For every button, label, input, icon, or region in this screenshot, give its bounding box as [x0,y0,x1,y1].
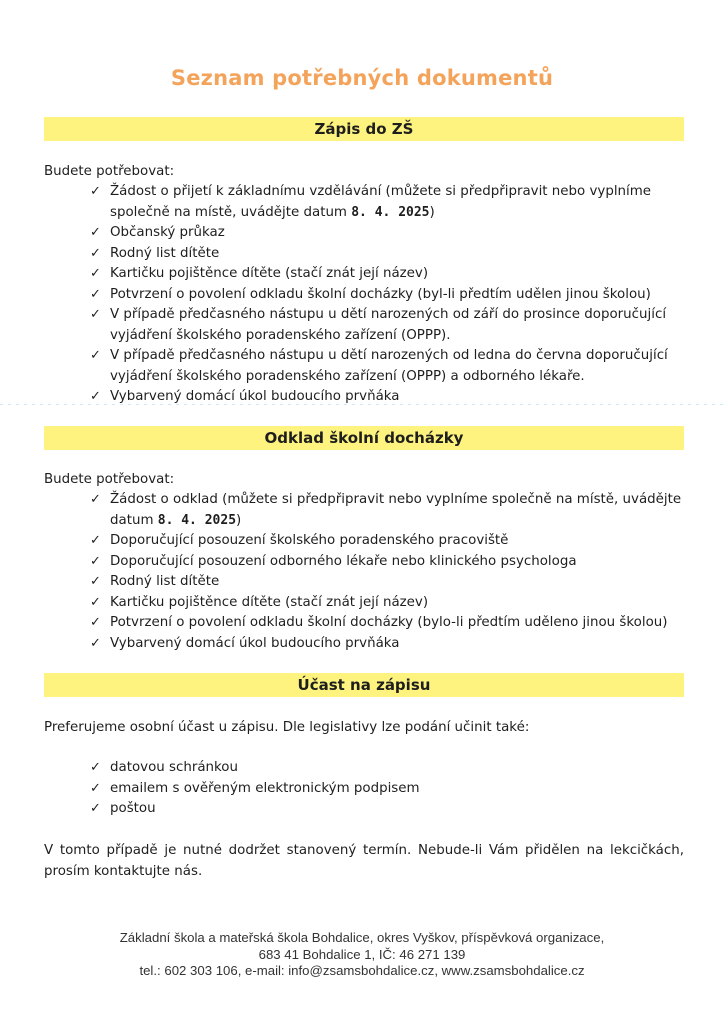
checkmark-icon: ✓ [90,635,101,651]
checklist-item [90,613,686,634]
checkmark-icon: ✓ [90,574,101,589]
checklist-item [90,572,686,593]
checklist-item-text: Žádost o přijetí k základnímu vzdělávání (můžete si předpřipravit nebo vyplníme společně na místě, uvádějte datum [110,184,652,220]
checklist-item-text: Vybarvený domácí úkol budoucího prvňáka [110,389,400,404]
checklist-item-text: Rodný list dítěte [110,245,220,261]
checkmark-icon: ✓ [90,553,101,569]
checklist-item [90,779,686,800]
checklist-item-text: Potvrzení o povolení odkladu školní docházky (bylo-li předtím uděleno jinou školou) [110,615,668,630]
checklist-item [90,182,686,223]
checklist-item [90,285,686,306]
checklist-item-suffix: ) [429,204,435,220]
section-heading-ucast: Účast na zápisu [44,673,684,697]
checkmark-icon: ✓ [90,615,101,630]
checkmark-icon: ✓ [90,533,101,548]
footer-line-2: 683 41 Bohdalice 1, IČ: 46 271 139 [258,946,466,962]
section1-checklist [90,182,686,408]
footer-line-3: tel.: 602 303 106, e-mail: info@zsamsbohdalice.cz, www.zsamsbohdalice.cz [139,963,585,978]
checklist-item-suffix: ) [236,512,242,528]
checklist-item [90,490,686,531]
checklist-item [90,223,686,244]
checklist-item [90,758,686,779]
checklist-item [90,346,686,387]
section-heading-zapis: Zápis do ZŠ [44,117,684,141]
scan-artifact-line [0,404,724,405]
footer-line-1: Základní škola a mateřská škola Bohdalice, okres Vyškov, příspěvková organizace, [119,930,605,945]
page-title: Seznam potřebných dokumentů [170,66,554,90]
checklist-item-date: 8. 4. 2025 [351,204,430,220]
checklist-item [90,264,686,285]
checkmark-icon: ✓ [90,780,101,796]
section3-note: V tomto případě je nutné dodržet stanovený termín. Nebude-li Vám přidělen na lekcičkách, prosím kontaktujte nás. [44,843,684,879]
footer-contact [0,930,724,980]
checkmark-icon: ✓ [90,307,101,322]
checklist-item-text: Doporučující posouzení školského poradenského pracoviště [110,533,509,548]
checkmark-icon: ✓ [90,266,101,281]
checklist-item-text: Potvrzení o povolení odkladu školní docházky (byl-li předtím udělen jinou školou) [110,286,651,302]
checklist-item [90,305,686,346]
checklist-item [90,799,686,820]
checkmark-icon: ✓ [90,286,101,302]
checklist-item-text: emailem s ověřeným elektronickým podpisem [110,780,420,796]
checkmark-icon: ✓ [90,760,101,775]
checklist-item [90,634,686,655]
checkmark-icon: ✓ [90,594,101,610]
checkmark-icon: ✓ [90,245,101,261]
checklist-item-text: V případě předčasného nástupu u dětí narozených od ledna do června doporučující vyjádření školského poradenského zařízení (OPPP) a odborného lékaře. [110,348,668,384]
checklist-item-text: Doporučující posouzení odborného lékaře nebo klinického psychologa [110,553,577,569]
checklist-item-text: poštou [110,801,156,816]
checkmark-icon: ✓ [90,801,101,816]
checklist-item-text: Vybarvený domácí úkol budoucího prvňáka [110,635,400,651]
checklist-item-text: Kartičku pojištěnce dítěte (stačí znát její název) [110,266,429,281]
checklist-item [90,244,686,265]
section2-checklist [90,490,686,654]
checkmark-icon: ✓ [90,389,101,404]
checklist-item [90,552,686,573]
checklist-item-text: Občanský průkaz [110,225,225,240]
checklist-item-date: 8. 4. 2025 [157,512,237,528]
checklist-item-text: V případě předčasného nástupu u dětí narozených od září do prosince doporučující vyjádření školského poradenského zařízení (OPPP). [110,307,667,343]
section3-intro: Preferujeme osobní účast u zápisu. Dle legislativy lze podání učinit také: [44,720,530,735]
checklist-item-text: Kartičku pojištěnce dítěte (stačí znát její název) [110,594,429,610]
checklist-item [90,531,686,552]
checklist-item [90,593,686,614]
checklist-item-text: Rodný list dítěte [110,574,220,589]
section1-lead: Budete potřebovat: [44,164,175,179]
section-heading-odklad: Odklad školní docházky [44,426,684,450]
checkmark-icon: ✓ [90,225,101,240]
checkmark-icon: ✓ [90,184,101,199]
checklist-item-text: Žádost o odklad (můžete si předpřipravit nebo vyplníme společně na místě, uvádějte datum [110,492,682,528]
checklist-item-text: datovou schránkou [110,760,238,775]
section2-lead: Budete potřebovat: [44,472,175,487]
checkmark-icon: ✓ [90,348,101,363]
section3-checklist [90,758,686,820]
checkmark-icon: ✓ [90,492,101,507]
